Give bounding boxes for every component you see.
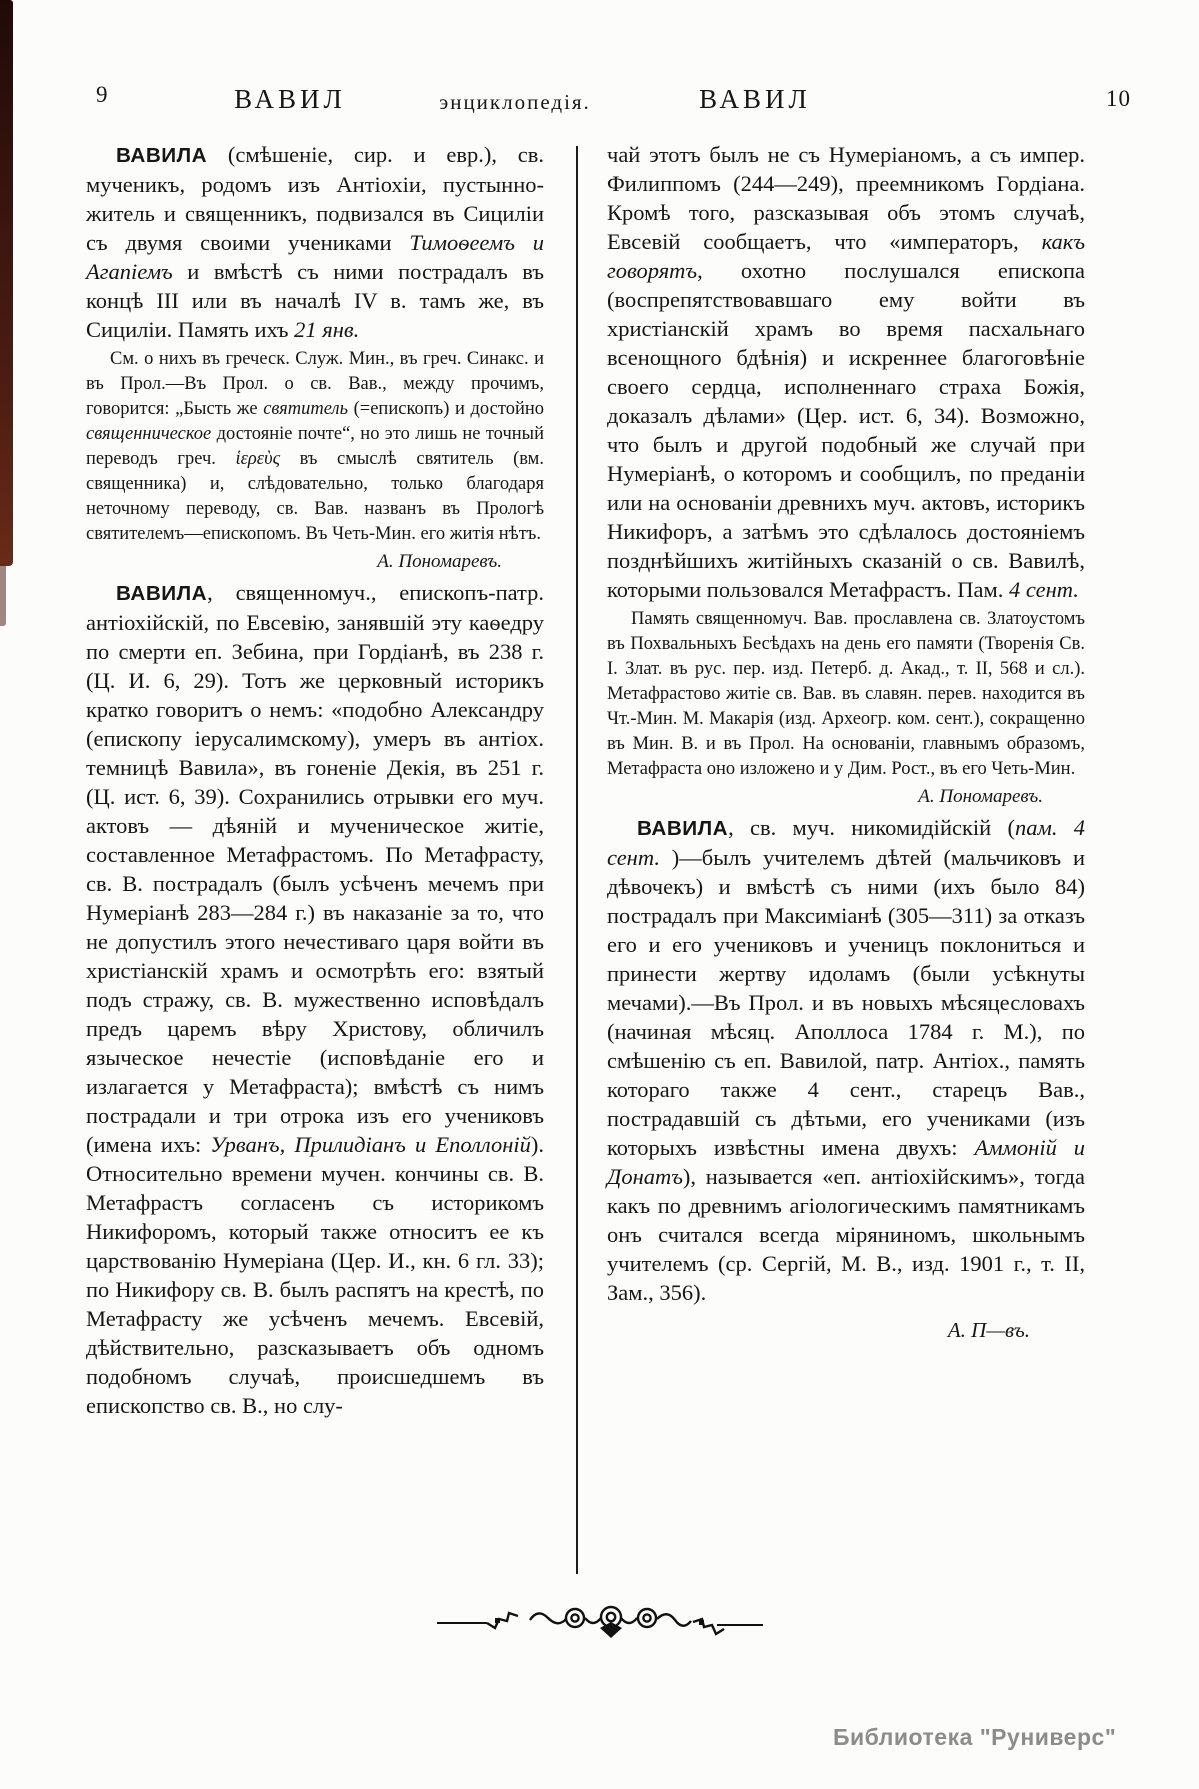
book-edge-artifact [0,0,13,566]
book-edge-artifact-tail [0,566,6,626]
running-title-center: энциклопедія. [439,90,591,114]
signature-a-p: А. П—въ. [947,1318,1030,1342]
entry-vavila-sicilian: ВАВИЛА (смѣшеніе, сир. и евр.), св. мученикъ, родомъ изъ Антіохіи, пустынно-житель и священникъ, подвизался въ Сициліи съ двумя своими учениками Тимоѳеемъ и Агапіемъ и вмѣстѣ съ ними пострадалъ въ концѣ III или въ началѣ IV в. тамъ же, въ Сициліи. Память ихъ 21 янв. [86,142,544,342]
left-column [86,140,544,1420]
entry-vavila-nicomedian: ВАВИЛА, св. муч. никомидійскій (пам. 4 сент. )—былъ учителемъ дѣтей (мальчиковъ и дѣвочекъ) и вмѣстѣ съ ними (ихъ было 84) пострадалъ при Максиміанѣ (305—311) за отказъ его и его учениковъ и ученицъ поклониться и принести жертву идоламъ (были усѣкнуты мечами).—Въ Прол. и въ новыхъ мѣсяцесловахъ (начиная мѣсяц. Аполлоса 1784 г. М.), по смѣшенію съ еп. Вавилой, патр. Антіох., память котораго также 4 сент., старецъ Вав., пострадавшій съ дѣтьми, его учениками (изъ которыхъ извѣстны имена двухъ: Аммоній и Донатъ), называется «еп. антіохійскимъ», тогда какъ по древнимъ агіологическимъ памятникамъ онъ считался всегда міряниномъ, школьнымъ учителемъ (ср. Сергій, М. В., изд. 1901 г., т. II, Зам., 356). [607,815,1085,1305]
entry-vavila-antioch-continued: чай этотъ былъ не съ Нумеріаномъ, а съ импер. Филиппомъ (244—249), преемникомъ Гордіана. Кромѣ того, разсказывая объ этомъ случаѣ, Евсевій сообщаетъ, что «императоръ, какъ говорятъ, охотно послушался епископа (воспрепятствовавшаго ему войти въ христіанскій храмъ во время пасхальнаго всенощного бдѣнія) и искреннее благоговѣніе своего сердца, исполненнаго страха Божія, доказалъ дѣлами» (Цер. ист. 6, 34). Возможно, что былъ и другой подобный же случай при Нумеріанѣ, о которомъ и сообщилъ, по преданіи или на основаніи древнихъ муч. актовъ, историкъ Никифоръ, а затѣмъ это сдѣлалось достояніемъ позднѣйшихъ житійныхъ сказаній о св. Вавилѣ, которыми пользовался Метафрастъ. Пам. 4 сент. [607,142,1085,602]
signature-ponomarev-1: А. Пономаревъ. [377,551,502,572]
footer-flourish-icon [435,1598,765,1651]
entry-vavila-antioch: ВАВИЛА, священномуч., епископъ-патр. антіохійскій, по Евсевію, занявшій эту каѳедру по смерти еп. Зебина, при Гордіанѣ, въ 238 г. (Ц. И. 6, 29). Тотъ же церковный историкъ кратко говоритъ о немъ: «подобно Александру (епископу іерусалимскому), умеръ въ антіох. темницѣ Вавила», въ гоненіе Декія, въ 251 г. (Ц. ист. 6, 39). Сохранились отрывки его муч. актовъ — дѣяній и мученическое житіе, составленное Метафрастомъ. По Метафрасту, св. В. пострадалъ (былъ усѣченъ мечемъ при Нумеріанѣ 283—284 г.) въ наказаніе за то, что не допустилъ этого нечестиваго царя войти въ христіанскій храмъ и осмотрѣть его: взятый подъ стражу, св. В. мужественно исповѣдалъ предъ царемъ вѣру Христову, обличилъ языческое нечестіе (исповѣданіе его и излагается у Метафраста); вмѣстѣ съ нимъ пострадали и три отрока изъ его учениковъ (имена ихъ: Урванъ, Прилидіанъ и Еполлоній). Относительно времени мучен. кончины св. В. Метафрастъ согласенъ съ историкомъ Никифоромъ, который также относитъ ее къ царствованію Нумеріана (Цер. И., кн. 6 гл. 33); по Никифору св. В. былъ распятъ на крестѣ, по Метафрасту же усѣченъ мечемъ. Евсевій, дѣйствительно, разсказываетъ объ одномъ подобномъ случаѣ, происшедшемъ въ епископство св. В., но слу- [86,580,544,1418]
bibliographic-note-2: Память священномуч. Вав. прославлена св. Златоустомъ въ Похвальныхъ Бесѣдахъ на день его памяти (Творенія Св. І. Злат. въ рус. пер. изд. Петерб. д. Акад., т. II, 568 и сл.). Метафрастово житіе св. Вав. въ славян. перев. находится въ Чт.-Мин. М. Макарія (изд. Археогр. ком. сент.), сокращенно въ Мин. В. и въ Прол. На основаніи, главнымъ образомъ, Метафраста оно изложено и у Дим. Рост., въ его Четь-Мин. [607,609,1085,779]
runivers-library-watermark: Библиотека "Руниверс" [833,1724,1117,1750]
signature-ponomarev-2: А. Пономаревъ. [918,786,1043,807]
page-number-right: 10 [1106,86,1131,111]
running-title-left: ВАВИЛ [234,84,346,114]
page-number-left: 9 [96,82,109,107]
running-title-right: ВАВИЛ [699,84,811,114]
right-column [607,140,1085,1347]
bibliographic-note-1: См. о нихъ въ греческ. Служ. Мин., въ греч. Синакс. и въ Прол.—Въ Прол. о св. Вав., между прочимъ, говорится: „Бысть же святитель (=епископъ) и достойно священническое достояніе почте“, но это лишь не точный переводъ греч. ἱερεὺς въ смыслѣ святитель (вм. священника) и, слѣдовательно, только благодаря неточному переводу, св. Вав. названъ въ Прологѣ святителемъ—епископомъ. Въ Четь-Мин. его житія нѣтъ. [86,349,544,544]
column-divider-rule [576,146,578,1574]
